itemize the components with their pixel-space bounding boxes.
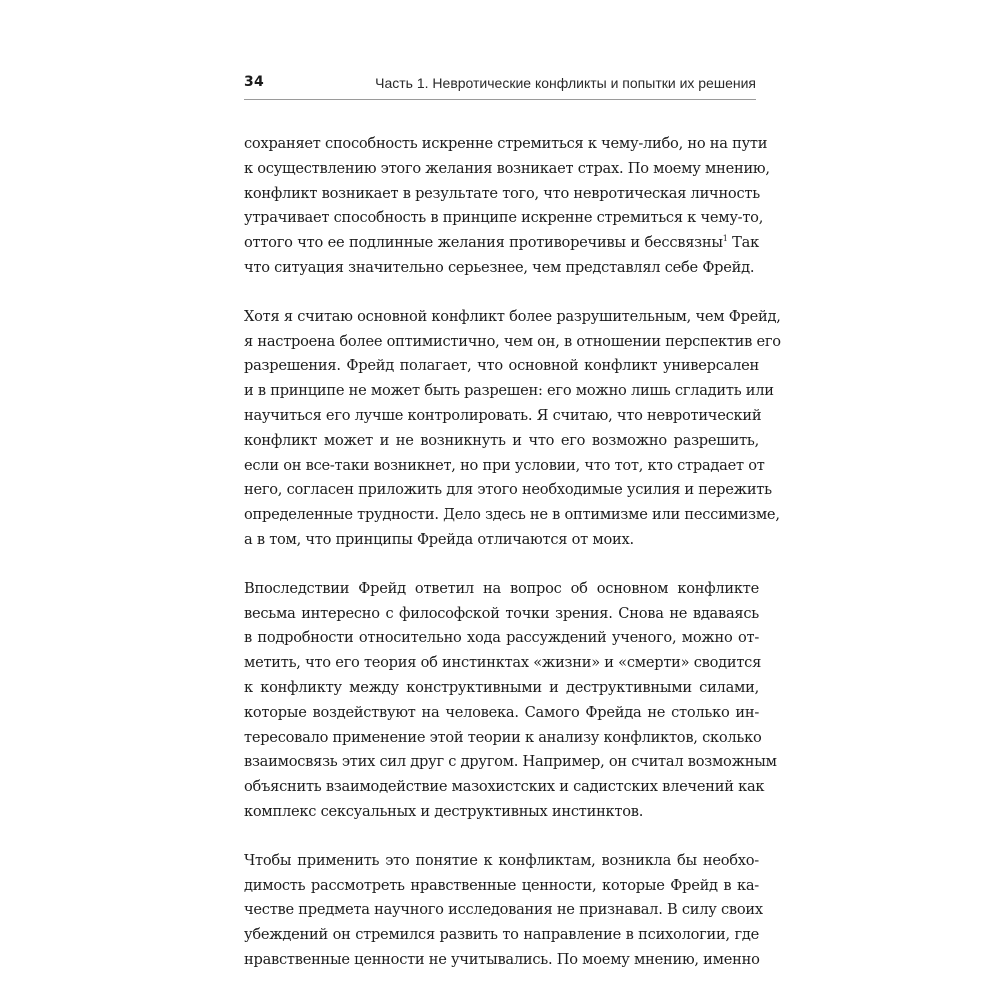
text-line: весьма интересно с философской точки зрения. Снова не вдаваясь bbox=[244, 604, 759, 622]
text-line: убеждений он стремился развить то направление в психологии, где bbox=[244, 926, 759, 944]
text-line: разрешения. Фрейд полагает, что основной конфликт универсален bbox=[244, 357, 759, 375]
running-header bbox=[244, 70, 756, 100]
text-line-fragment: Так bbox=[727, 234, 759, 252]
text-line: Впоследствии Фрейд ответил на вопрос об основном конфликте bbox=[244, 579, 759, 597]
text-line: к конфликту между конструктивными и деструктивными силами, bbox=[244, 678, 759, 696]
text-line: метить, что его теория об инстинктах «жизни» и «смерти» сводится bbox=[244, 654, 762, 672]
text-line: димость рассмотреть нравственные ценности, которые Фрейд в ка- bbox=[244, 876, 759, 894]
text-line: научиться его лучше контролировать. Я считаю, что невротический bbox=[244, 406, 762, 424]
text-line: определенные трудности. Дело здесь не в оптимизме или пессимизме, bbox=[244, 506, 780, 524]
text-line: него, согласен приложить для этого необходимые усилия и пережить bbox=[244, 481, 772, 499]
text-line: к осуществлению этого желания возникает страх. По моему мнению, bbox=[244, 159, 770, 177]
body-text bbox=[244, 132, 781, 973]
text-line: нравственные ценности не учитывались. По моему мнению, именно bbox=[244, 950, 760, 968]
text-line: Чтобы применить это понятие к конфликтам, возникла бы необхо- bbox=[244, 851, 759, 869]
text-line: конфликт возникает в результате того, что невротическая личность bbox=[244, 184, 760, 202]
text-line: Хотя я считаю основной конфликт более разрушительным, чем Фрейд, bbox=[244, 307, 781, 325]
text-line: конфликт может и не возникнуть и что его возможно разрешить, bbox=[244, 431, 759, 449]
text-line: честве предмета научного исследования не признавал. В силу своих bbox=[244, 901, 763, 919]
header-rule bbox=[244, 99, 756, 100]
text-line: что ситуация значительно серьезнее, чем представлял себе Фрейд. bbox=[244, 258, 755, 276]
text-line: я настроена более оптимистично, чем он, в отношении перспектив его bbox=[244, 332, 781, 350]
running-title: Часть 1. Невротические конфликты и попытки их решения bbox=[375, 75, 756, 91]
paragraph-4 bbox=[244, 849, 763, 973]
paragraph-gap bbox=[244, 553, 759, 577]
text-line-fragment: оттого что ее подлинные желания противоречивы и бессвязны bbox=[244, 234, 723, 252]
page-number: 34 bbox=[244, 74, 265, 90]
footnote-mark[interactable]: 1 bbox=[722, 234, 728, 244]
text-line: комплекс сексуальных и деструктивных инстинктов. bbox=[244, 802, 644, 820]
text-line: а в том, что принципы Фрейда отличаются от моих. bbox=[244, 530, 634, 548]
text-line: взаимосвязь этих сил друг с другом. Например, он считал возможным bbox=[244, 753, 777, 771]
text-line: объяснить взаимодействие мазохистских и садистских влечений как bbox=[244, 778, 765, 796]
paragraph-gap bbox=[244, 281, 759, 305]
text-line: утрачивает способность в принципе искренне стремиться к чему-то, bbox=[244, 209, 764, 227]
text-line: и в принципе не может быть разрешен: его можно лишь сгладить или bbox=[244, 382, 774, 400]
paragraph-gap bbox=[244, 825, 759, 849]
text-line: тересовало применение этой теории к анализу конфликтов, сколько bbox=[244, 728, 762, 746]
text-line: которые воздействуют на человека. Самого Фрейда не столько ин- bbox=[244, 703, 759, 721]
paragraph-2 bbox=[244, 305, 781, 553]
text-line-with-footnote bbox=[244, 231, 759, 256]
text-line: если он все-таки возникнет, но при условии, что тот, кто страдает от bbox=[244, 456, 765, 474]
paragraph-3 bbox=[244, 577, 777, 825]
paragraph-1 bbox=[244, 132, 770, 281]
text-line: сохраняет способность искренне стремиться к чему-либо, но на пути bbox=[244, 135, 768, 152]
text-line: в подробности относительно хода рассуждений ученого, можно от- bbox=[244, 629, 759, 647]
